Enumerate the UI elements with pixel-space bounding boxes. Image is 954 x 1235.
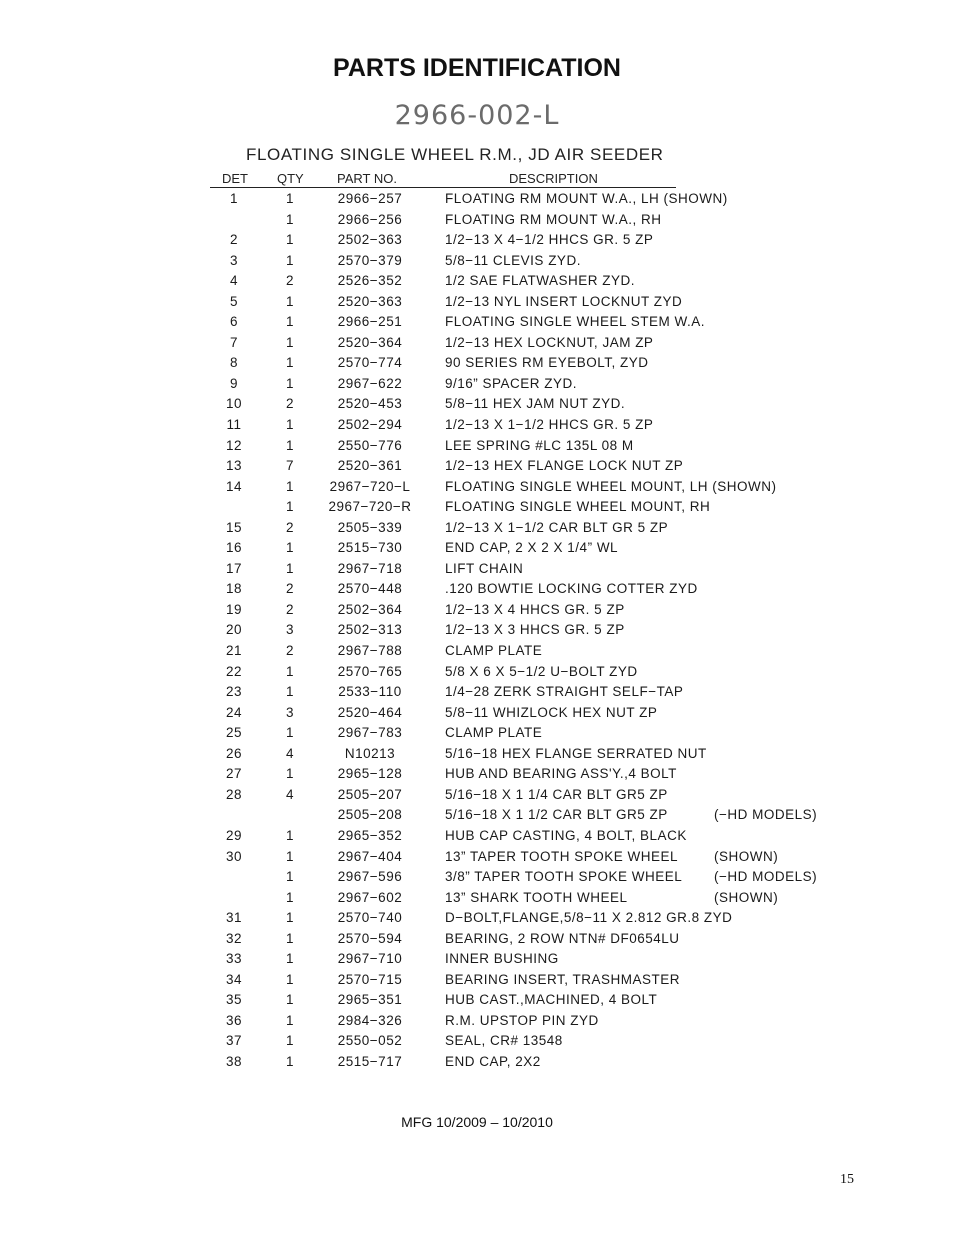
note-cell: (−HD MODELS) bbox=[714, 869, 818, 885]
table-row bbox=[0, 394, 954, 415]
part-number-cell: 2967−720−R bbox=[328, 499, 412, 515]
qty-cell: 1 bbox=[285, 252, 294, 268]
det-cell: 33 bbox=[225, 951, 243, 967]
part-number-cell: 2515−717 bbox=[337, 1053, 403, 1069]
det-cell: 21 bbox=[225, 643, 243, 659]
table-row bbox=[0, 292, 954, 313]
part-number-cell: 2570−594 bbox=[337, 930, 403, 946]
part-number-cell: 2965−128 bbox=[337, 766, 403, 782]
table-row bbox=[0, 929, 954, 950]
det-cell: 17 bbox=[225, 560, 243, 576]
table-row bbox=[0, 436, 954, 457]
description-cell: 1/2−13 HEX LOCKNUT, JAM ZP bbox=[445, 334, 654, 350]
description-cell: FLOATING SINGLE WHEEL STEM W.A. bbox=[445, 314, 706, 330]
column-header-part-no: PART NO. bbox=[337, 171, 397, 186]
det-cell: 27 bbox=[225, 766, 243, 782]
manufacture-date-range: MFG 10/2009 – 10/2010 bbox=[401, 1114, 553, 1130]
column-header-description: DESCRIPTION bbox=[509, 171, 598, 186]
qty-cell: 1 bbox=[285, 889, 294, 905]
det-cell: 24 bbox=[225, 704, 243, 720]
det-cell: 19 bbox=[225, 601, 243, 617]
description-cell: 5/8−11 CLEVIS ZYD. bbox=[445, 252, 581, 268]
table-row bbox=[0, 888, 954, 909]
description-cell: 1/2−13 X 4−1/2 HHCS GR. 5 ZP bbox=[445, 232, 654, 248]
description-cell: FLOATING RM MOUNT W.A., RH bbox=[445, 211, 662, 227]
part-number-cell: 2520−453 bbox=[337, 396, 403, 412]
qty-cell: 3 bbox=[285, 704, 294, 720]
part-number-cell: 2570−379 bbox=[337, 252, 403, 268]
table-row bbox=[0, 764, 954, 785]
qty-cell: 2 bbox=[285, 643, 294, 659]
qty-cell: 1 bbox=[285, 930, 294, 946]
page-number: 15 bbox=[840, 1172, 854, 1187]
qty-cell: 1 bbox=[285, 910, 294, 926]
part-number-cell: 2967−710 bbox=[337, 951, 403, 967]
qty-cell: 1 bbox=[285, 232, 294, 248]
parts-table bbox=[0, 189, 954, 1073]
qty-cell: 4 bbox=[285, 786, 294, 802]
part-number-cell: 2967−718 bbox=[337, 560, 403, 576]
qty-cell: 1 bbox=[285, 766, 294, 782]
description-cell: 5/16−18 X 1 1/2 CAR BLT GR5 ZP bbox=[445, 807, 668, 823]
table-row bbox=[0, 867, 954, 888]
det-cell: 35 bbox=[225, 992, 243, 1008]
det-cell: 9 bbox=[229, 375, 238, 391]
qty-cell: 2 bbox=[285, 601, 294, 617]
part-number-cell: 2515−730 bbox=[337, 540, 403, 556]
table-row bbox=[0, 600, 954, 621]
part-number-cell: 2967−622 bbox=[337, 375, 403, 391]
part-number-cell: 2502−364 bbox=[337, 601, 403, 617]
table-row bbox=[0, 847, 954, 868]
table-row bbox=[0, 497, 954, 518]
det-cell: 1 bbox=[229, 191, 238, 206]
description-cell: 5/8−11 HEX JAM NUT ZYD. bbox=[445, 396, 626, 412]
part-number-cell: 2502−313 bbox=[337, 622, 403, 638]
qty-cell: 1 bbox=[285, 971, 294, 987]
part-number-cell: 2965−351 bbox=[337, 992, 403, 1008]
det-cell: 6 bbox=[229, 314, 238, 330]
table-row bbox=[0, 723, 954, 744]
part-number-cell: 2966−251 bbox=[337, 314, 403, 330]
qty-cell: 1 bbox=[285, 827, 294, 843]
table-row bbox=[0, 271, 954, 292]
det-cell: 34 bbox=[225, 971, 243, 987]
part-number-cell: 2570−765 bbox=[337, 663, 403, 679]
det-cell: 31 bbox=[225, 910, 243, 926]
table-row bbox=[0, 559, 954, 580]
det-cell: 12 bbox=[225, 437, 243, 453]
det-cell: 36 bbox=[225, 1012, 243, 1028]
det-cell: 38 bbox=[225, 1053, 243, 1069]
description-cell: HUB CAST.,MACHINED, 4 BOLT bbox=[445, 992, 658, 1008]
description-cell: FLOATING SINGLE WHEEL MOUNT, RH bbox=[445, 499, 711, 515]
part-number-cell: 2570−774 bbox=[337, 355, 403, 371]
description-cell: END CAP, 2 X 2 X 1/4” WL bbox=[445, 540, 619, 556]
table-row bbox=[0, 312, 954, 333]
table-row bbox=[0, 1011, 954, 1032]
qty-cell: 1 bbox=[285, 478, 294, 494]
table-row bbox=[0, 703, 954, 724]
part-number-cell: 2570−715 bbox=[337, 971, 403, 987]
table-row bbox=[0, 456, 954, 477]
part-number-cell: 2967−788 bbox=[337, 643, 403, 659]
table-row bbox=[0, 579, 954, 600]
description-cell: FLOATING SINGLE WHEEL MOUNT, LH (SHOWN) bbox=[445, 478, 777, 494]
qty-cell: 1 bbox=[285, 437, 294, 453]
description-cell: END CAP, 2X2 bbox=[445, 1053, 541, 1069]
table-row bbox=[0, 538, 954, 559]
qty-cell: 1 bbox=[285, 191, 294, 206]
det-cell: 2 bbox=[229, 232, 238, 248]
qty-cell: 1 bbox=[285, 211, 294, 227]
description-cell: BEARING, 2 ROW NTN# DF0654LU bbox=[445, 930, 680, 946]
table-row bbox=[0, 477, 954, 498]
det-cell: 16 bbox=[225, 540, 243, 556]
det-cell: 32 bbox=[225, 930, 243, 946]
table-row bbox=[0, 210, 954, 231]
qty-cell: 1 bbox=[285, 499, 294, 515]
table-row bbox=[0, 805, 954, 826]
qty-cell: 1 bbox=[285, 848, 294, 864]
table-row bbox=[0, 353, 954, 374]
table-row bbox=[0, 641, 954, 662]
qty-cell: 1 bbox=[285, 560, 294, 576]
description-cell: R.M. UPSTOP PIN ZYD bbox=[445, 1012, 599, 1028]
part-number-cell: 2520−361 bbox=[337, 458, 403, 474]
qty-cell: 1 bbox=[285, 375, 294, 391]
table-row bbox=[0, 744, 954, 765]
note-cell: (SHOWN) bbox=[714, 889, 779, 905]
qty-cell: 1 bbox=[285, 1033, 294, 1049]
qty-cell: 2 bbox=[285, 396, 294, 412]
det-cell: 20 bbox=[225, 622, 243, 638]
column-header-det: DET bbox=[222, 171, 248, 186]
description-cell: D−BOLT,FLANGE,5/8−11 X 2.812 GR.8 ZYD bbox=[445, 910, 733, 926]
description-cell: 5/8 X 6 X 5−1/2 U−BOLT ZYD bbox=[445, 663, 638, 679]
table-row bbox=[0, 1052, 954, 1073]
part-number-cell: 2967−720−L bbox=[329, 478, 411, 494]
qty-cell: 7 bbox=[285, 458, 294, 474]
part-number-cell: 2526−352 bbox=[337, 273, 403, 289]
qty-cell: 1 bbox=[285, 684, 294, 700]
qty-cell: 4 bbox=[285, 745, 294, 761]
description-cell: 1/2−13 X 1−1/2 HHCS GR. 5 ZP bbox=[445, 417, 654, 433]
description-cell: LEE SPRING #LC 135L 08 M bbox=[445, 437, 634, 453]
qty-cell: 2 bbox=[285, 273, 294, 289]
description-cell: 9/16” SPACER ZYD. bbox=[445, 375, 578, 391]
description-cell: 5/16−18 X 1 1/4 CAR BLT GR5 ZP bbox=[445, 786, 668, 802]
table-row bbox=[0, 415, 954, 436]
description-cell: 1/2−13 NYL INSERT LOCKNUT ZYD bbox=[445, 293, 683, 309]
det-cell: 11 bbox=[226, 417, 242, 433]
description-cell: CLAMP PLATE bbox=[445, 725, 543, 741]
assembly-title: FLOATING SINGLE WHEEL R.M., JD AIR SEEDER bbox=[246, 145, 664, 164]
table-row bbox=[0, 1031, 954, 1052]
description-cell: 1/2 SAE FLATWASHER ZYD. bbox=[445, 273, 636, 289]
part-number-cell: 2570−448 bbox=[337, 581, 403, 597]
page-heading: PARTS IDENTIFICATION bbox=[333, 54, 621, 82]
part-number-cell: 2505−207 bbox=[337, 786, 403, 802]
det-cell: 10 bbox=[225, 396, 243, 412]
description-cell: 1/2−13 X 1−1/2 CAR BLT GR 5 ZP bbox=[445, 519, 669, 535]
qty-cell: 1 bbox=[285, 417, 294, 433]
description-cell: 1/2−13 X 4 HHCS GR. 5 ZP bbox=[445, 601, 625, 617]
table-row bbox=[0, 990, 954, 1011]
part-number-cell: 2967−404 bbox=[337, 848, 403, 864]
column-header-qty: QTY bbox=[277, 171, 304, 186]
table-row bbox=[0, 662, 954, 683]
qty-cell: 1 bbox=[285, 725, 294, 741]
det-cell: 3 bbox=[229, 252, 238, 268]
description-cell: 90 SERIES RM EYEBOLT, ZYD bbox=[445, 355, 649, 371]
description-cell: HUB CAP CASTING, 4 BOLT, BLACK bbox=[445, 827, 687, 843]
description-cell: LIFT CHAIN bbox=[445, 560, 524, 576]
table-row bbox=[0, 949, 954, 970]
description-cell: 3/8” TAPER TOOTH SPOKE WHEEL bbox=[445, 869, 683, 885]
qty-cell: 2 bbox=[285, 519, 294, 535]
qty-cell: 1 bbox=[285, 1053, 294, 1069]
det-cell: 22 bbox=[225, 663, 243, 679]
part-number-cell: 2967−602 bbox=[337, 889, 403, 905]
description-cell: BEARING INSERT, TRASHMASTER bbox=[445, 971, 681, 987]
header-divider bbox=[210, 187, 676, 188]
description-cell: HUB AND BEARING ASS'Y.,4 BOLT bbox=[445, 766, 677, 782]
part-number-cell: 2966−257 bbox=[337, 191, 403, 206]
qty-cell: 1 bbox=[285, 293, 294, 309]
description-cell: 5/16−18 HEX FLANGE SERRATED NUT bbox=[445, 745, 707, 761]
table-row bbox=[0, 970, 954, 991]
qty-cell: 1 bbox=[285, 314, 294, 330]
description-cell: 1/2−13 HEX FLANGE LOCK NUT ZP bbox=[445, 458, 684, 474]
description-cell: 1/4−28 ZERK STRAIGHT SELF−TAP bbox=[445, 684, 684, 700]
det-cell: 23 bbox=[225, 684, 243, 700]
part-number-cell: 2520−464 bbox=[337, 704, 403, 720]
table-row bbox=[0, 189, 954, 210]
part-number-cell: 2502−294 bbox=[337, 417, 403, 433]
det-cell: 29 bbox=[225, 827, 243, 843]
description-cell: .120 BOWTIE LOCKING COTTER ZYD bbox=[445, 581, 698, 597]
description-cell: CLAMP PLATE bbox=[445, 643, 543, 659]
det-cell: 37 bbox=[225, 1033, 243, 1049]
qty-cell: 1 bbox=[285, 355, 294, 371]
qty-cell: 1 bbox=[285, 540, 294, 556]
part-number-cell: 2966−256 bbox=[337, 211, 403, 227]
det-cell: 30 bbox=[225, 848, 243, 864]
part-number-cell: 2965−352 bbox=[337, 827, 403, 843]
table-row bbox=[0, 333, 954, 354]
description-cell: FLOATING RM MOUNT W.A., LH (SHOWN) bbox=[445, 191, 728, 206]
det-cell: 25 bbox=[225, 725, 243, 741]
part-number-cell: 2570−740 bbox=[337, 910, 403, 926]
qty-cell: 1 bbox=[285, 992, 294, 1008]
qty-cell: 1 bbox=[285, 951, 294, 967]
qty-cell: 1 bbox=[285, 663, 294, 679]
part-number-cell: 2967−783 bbox=[337, 725, 403, 741]
qty-cell: 1 bbox=[285, 1012, 294, 1028]
part-number-cell: 2505−339 bbox=[337, 519, 403, 535]
part-number-cell: 2984−326 bbox=[337, 1012, 403, 1028]
table-row bbox=[0, 374, 954, 395]
note-cell: (SHOWN) bbox=[714, 848, 779, 864]
part-number-cell: 2502−363 bbox=[337, 232, 403, 248]
qty-cell: 3 bbox=[285, 622, 294, 638]
description-cell: 13” SHARK TOOTH WHEEL bbox=[445, 889, 628, 905]
qty-cell: 1 bbox=[285, 869, 294, 885]
description-cell: 5/8−11 WHIZLOCK HEX NUT ZP bbox=[445, 704, 658, 720]
table-row bbox=[0, 682, 954, 703]
det-cell: 7 bbox=[229, 334, 238, 350]
description-cell: INNER BUSHING bbox=[445, 951, 559, 967]
det-cell: 15 bbox=[225, 519, 243, 535]
part-number-cell: N10213 bbox=[344, 745, 396, 761]
table-row bbox=[0, 826, 954, 847]
table-row bbox=[0, 785, 954, 806]
det-cell: 26 bbox=[225, 745, 243, 761]
part-number-cell: 2550−776 bbox=[337, 437, 403, 453]
qty-cell: 2 bbox=[285, 581, 294, 597]
table-row bbox=[0, 518, 954, 539]
det-cell: 28 bbox=[225, 786, 243, 802]
part-number-cell: 2520−364 bbox=[337, 334, 403, 350]
det-cell: 18 bbox=[225, 581, 243, 597]
table-row bbox=[0, 908, 954, 929]
note-cell: (−HD MODELS) bbox=[714, 807, 818, 823]
part-number-cell: 2505−208 bbox=[337, 807, 403, 823]
description-cell: SEAL, CR# 13548 bbox=[445, 1033, 563, 1049]
det-cell: 13 bbox=[225, 458, 243, 474]
part-number-cell: 2533−110 bbox=[338, 684, 402, 700]
table-row bbox=[0, 620, 954, 641]
assembly-part-number: 2966-002-L bbox=[394, 100, 560, 131]
det-cell: 8 bbox=[229, 355, 238, 371]
part-number-cell: 2967−596 bbox=[337, 869, 403, 885]
description-cell: 1/2−13 X 3 HHCS GR. 5 ZP bbox=[445, 622, 625, 638]
det-cell: 5 bbox=[229, 293, 238, 309]
qty-cell: 1 bbox=[285, 334, 294, 350]
table-row bbox=[0, 230, 954, 251]
det-cell: 4 bbox=[229, 273, 238, 289]
det-cell: 14 bbox=[225, 478, 243, 494]
description-cell: 13” TAPER TOOTH SPOKE WHEEL bbox=[445, 848, 679, 864]
table-row bbox=[0, 251, 954, 272]
part-number-cell: 2550−052 bbox=[337, 1033, 403, 1049]
part-number-cell: 2520−363 bbox=[337, 293, 403, 309]
